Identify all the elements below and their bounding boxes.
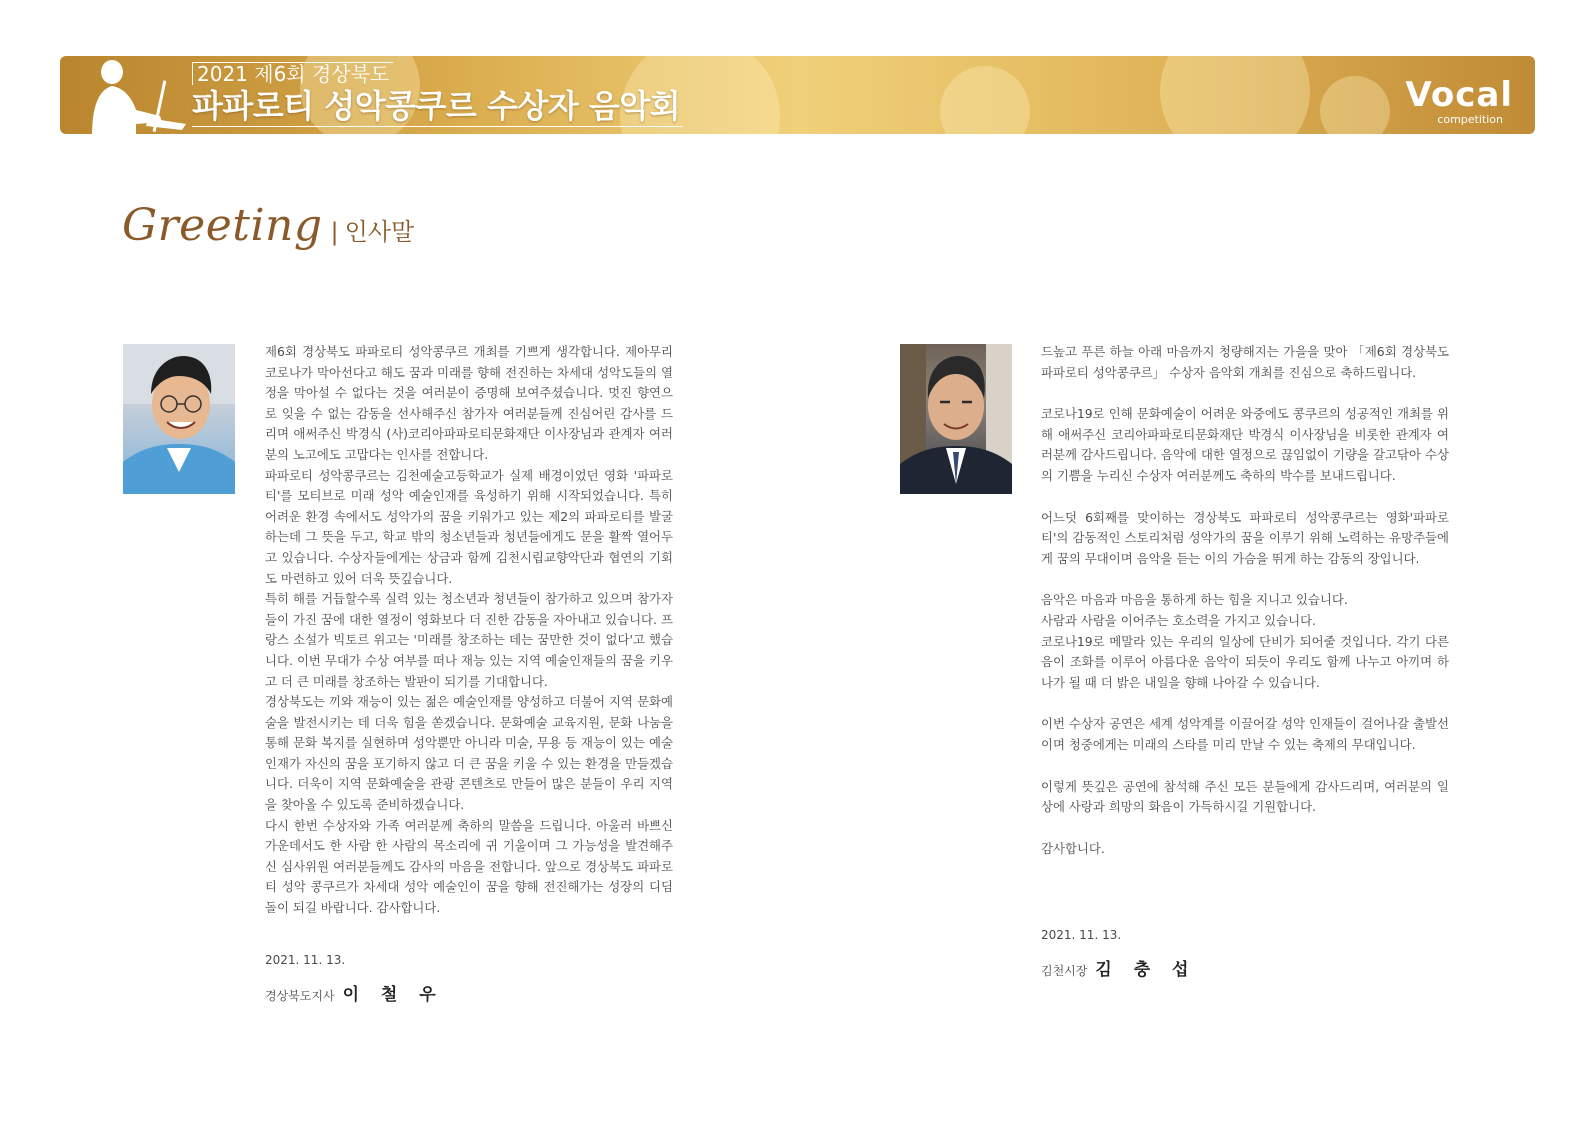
title-banner <box>60 56 1535 134</box>
mayor-portrait-icon <box>900 344 1012 494</box>
governor-photo <box>123 344 235 494</box>
mayor-photo <box>900 344 1012 494</box>
mayor-name: 김 충 섭 <box>1095 960 1197 980</box>
governor-signature <box>265 980 444 1005</box>
governor-role: 경상북도지사 <box>265 989 335 1003</box>
mayor-paragraph-5: 사람과 사람을 이어주는 호소력을 가지고 있습니다. <box>1041 612 1316 628</box>
mayor-paragraph-8: 이렇게 뜻깊은 공연에 참석해 주신 모든 분들에게 감사드리며, 여러분의 일상에 사랑과 희망의 화음이 가득하시길 기원합니다. <box>1041 778 1449 815</box>
governor-portrait-icon <box>123 344 235 494</box>
singer-silhouette-icon <box>78 58 188 134</box>
governor-greeting-text <box>265 342 673 919</box>
mayor-paragraph-3: 어느덧 6회째를 맞이하는 경상북도 파파로티 성악콩쿠르는 영화'파파로티'의 감동적인 스토리처럼 성악가의 꿈을 이루기 위해 노력하는 유망주들에게 꿈의 무대이며 음악을 듣는 이의 가슴을 뛰게 하는 감동의 장입니다. <box>1041 509 1449 566</box>
greeting-korean-title: 인사말 <box>344 218 415 246</box>
governor-paragraph-5: 다시 한번 수상자와 가족 여러분께 축하의 말씀을 드립니다. 아울러 바쁘신 가운데서도 한 사람 한 사람의 목소리에 귀 기울이며 그 가능성을 발견해주신 심사위원 여러분들께도 감사의 마음을 전합니다. 앞으로 경상북도 파파로티 성악 콩쿠르가 차세대 성악 예술인이 꿈을 향해 전진해가는 성장의 디딤돌이 되길 바랍니다. 감사합니다. <box>265 817 673 916</box>
governor-name: 이 철 우 <box>342 985 444 1005</box>
greeting-heading <box>122 200 414 251</box>
governor-paragraph-2: 파파로티 성악콩쿠르는 김천예술고등학교가 실제 배경이었던 영화 '파파로티'를 모티브로 미래 성악 예술인재를 육성하기 위해 시작되었습니다. 특히 어려운 환경 속에서도 성악가의 꿈을 키워가고 있는 제2의 파파로티를 발굴하는데 그 뜻을 두고, 학교 밖의 청소년들과 청년들에게도 문을 활짝 열어두고 있습니다. 수상자들에게는 상금과 함께 김천시립교향악단과 협연의 기회도 마련하고 있어 더욱 뜻깊습니다. <box>265 467 673 586</box>
mayor-paragraph-2: 코로나19로 인해 문화예술이 어려운 와중에도 콩쿠르의 성공적인 개최를 위해 애써주신 코리아파파로티문화재단 박경식 이사장님을 비롯한 관계자 여러분께 감사드립니다. 음악에 대한 열정으로 끊임없이 기량을 갈고닦아 수상의 기쁨을 누리신 수상자 여러분께도 축하의 박수를 보내드립니다. <box>1041 406 1449 483</box>
mayor-paragraph-4: 음악은 마음과 마음을 통하게 하는 힘을 지니고 있습니다. <box>1041 592 1348 608</box>
mayor-paragraph-1: 드높고 푸른 하늘 아래 마음까지 청량해지는 가을을 맞아 「제6회 경상북도 파파로티 성악콩쿠르」 수상자 음악회 개최를 진심으로 축하드립니다. <box>1041 344 1449 380</box>
greeting-script-title: Greeting <box>122 200 323 251</box>
heading-separator: | <box>330 218 339 246</box>
vocal-logo: Vocal <box>1405 75 1513 115</box>
mayor-greeting-text <box>1041 342 1449 880</box>
banner-title: 파파로티 성악콩쿠르 수상자 음악회 <box>192 87 681 125</box>
mayor-signature <box>1041 955 1196 980</box>
governor-date: 2021. 11. 13. <box>265 953 346 967</box>
mayor-role: 김천시장 <box>1041 964 1088 978</box>
mayor-date: 2021. 11. 13. <box>1041 928 1122 942</box>
mayor-paragraph-7: 이번 수상자 공연은 세계 성악계를 이끌어갈 성악 인재들이 걸어나갈 출발선이며 청중에게는 미래의 스타를 미리 만날 수 있는 축제의 무대입니다. <box>1041 716 1449 752</box>
vocal-logo-subtitle: competition <box>1437 113 1503 126</box>
mayor-paragraph-6: 코로나19로 메말라 있는 우리의 일상에 단비가 되어줄 것입니다. 각기 다른 음이 조화를 이루어 아름다운 음악이 되듯이 우리도 함께 나누고 아끼며 하나가 될 때 더 밝은 내일을 향해 나아갈 수 있습니다. <box>1041 633 1449 690</box>
mayor-paragraph-9: 감사합니다. <box>1041 840 1105 856</box>
banner-subtitle: 2021 제6회 경상북도 <box>192 62 393 85</box>
governor-paragraph-1: 제6회 경상북도 파파로티 성악콩쿠르 개최를 기쁘게 생각합니다. 제아무리 코로나가 막아선다고 해도 꿈과 미래를 향해 전진하는 차세대 성악도들의 열정을 막아설 수 없다는 것을 여러분이 증명해 보여주셨습니다. 멋진 향연으로 잊을 수 없는 감동을 선사해주신 참가자 여러분들께 진심어린 감사를 드리며 애써주신 박경식 (사)코리아파파로티문화재단 이사장님과 관계자 여러분의 노고에도 고맙다는 인사를 전합니다. <box>265 344 673 462</box>
governor-paragraph-4: 경상북도는 끼와 재능이 있는 젊은 예술인재를 양성하고 더불어 지역 문화예술을 발전시키는 데 더욱 힘을 쏟겠습니다. 문화예술 교육지원, 문화 나눔을 통해 문화 복지를 실현하며 성악뿐만 아니라 미술, 무용 등 재능이 있는 예술인재가 자신의 꿈을 포기하지 않고 더 큰 꿈을 키울 수 있는 환경을 만들겠습니다. 더욱이 지역 문화예술을 관광 콘텐츠로 만들어 많은 분들이 우리 지역을 찾아올 수 있도록 준비하겠습니다. <box>265 694 673 813</box>
governor-paragraph-3: 특히 해를 거듭할수록 실력 있는 청소년과 청년들이 참가하고 있으며 참가자들이 가진 꿈에 대한 열정이 영화보다 더 진한 감동을 자아내고 있습니다. 프랑스 소설가 빅토르 위고는 '미래를 창조하는 데는 꿈만한 것이 없다'고 했습니다. 이번 무대가 수상 여부를 떠나 재능 있는 지역 예술인재들의 꿈을 키우고 더 큰 미래를 창조하는 발판이 되기를 기대합니다. <box>265 591 673 689</box>
